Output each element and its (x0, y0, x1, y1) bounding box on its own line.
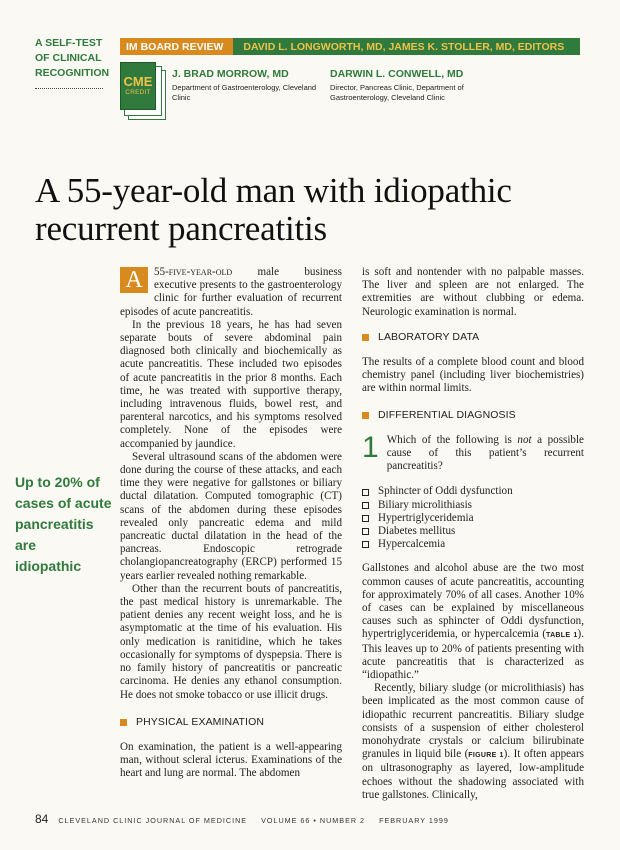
volume-info: VOLUME 66 • NUMBER 2 (261, 816, 366, 825)
opening-text: male business executive presents to the gastroenterology clinic for further evaluation of recurrent episodes of acute pancreatitis. (120, 266, 342, 318)
cme-credit-badge-icon (120, 62, 165, 120)
dotted-divider (35, 88, 103, 89)
opening-smallcaps: 55-five-year-old (154, 266, 233, 278)
empty-checkbox-icon[interactable] (362, 515, 369, 522)
journal-name: CLEVELAND CLINIC JOURNAL OF MEDICINE (58, 816, 248, 825)
pull-quote: Up to 20% of cases of acute pancreatitis are idiopathic (15, 474, 112, 574)
empty-checkbox-icon[interactable] (362, 502, 369, 509)
self-test-line3: RECOGNITION (35, 67, 110, 79)
section-heading-label: DIFFERENTIAL DIAGNOSIS (378, 408, 516, 421)
empty-checkbox-icon[interactable] (362, 489, 369, 496)
sludge-paragraph: Recently, biliary sludge (or microlithiasis) has been implicated as the most common cause of idiopathic recurrent pancreatitis. Biliary sludge consists of a suspension of either cholesterol monohydrate crystals or calcium bilirubinate granules in liquid bile (FIGURE 1). It often appears on ultrasonography as layered, low-amplitude echoes without the shadowing associated with true gallstones. Clinically, (362, 682, 584, 801)
question-stem: 1 Which of the following is not a possible cause of this patient’s recurrent pancreatitis? (362, 430, 584, 473)
answer-option[interactable]: Biliary microlithiasis (362, 499, 584, 512)
author-morrow (172, 68, 322, 103)
exam-continued-paragraph: is soft and nontender with no palpable masses. The liver and spleen are not enlarged. The extremities are without clubbing or edema. Neurologic examination is normal. (362, 266, 584, 318)
empty-checkbox-icon[interactable] (362, 541, 369, 548)
author-name: DARWIN L. CONWELL, MD (330, 68, 464, 80)
section-heading-label: PHYSICAL EXAMINATION (136, 715, 265, 728)
author-affiliation: Department of Gastroenterology, Cleveland Clinic (172, 83, 317, 102)
section-heading-differential (362, 409, 584, 422)
article-title (35, 172, 595, 248)
imaging-paragraph: Several ultrasound scans of the abdomen were done during the course of these attacks, and each time they were negative for gallstones or biliary ductal dilatation. Computed tomographic (CT) scans of the abdomen during these episodes revealed only pancreatic edema and mild pancreatic ductal dilatation in the head of the pancreas. Endoscopic retrograde cholangiopancreatography (ERCP) performed 15 years earlier revealed nothing remarkable. (120, 450, 342, 582)
question-number: 1 (362, 430, 379, 464)
answer-option[interactable]: Hypercalcemia (362, 538, 584, 551)
lab-paragraph: The results of a complete blood count and blood chemistry panel (including liver biochemistries) are within normal limits. (362, 356, 584, 395)
author-conwell (330, 68, 490, 103)
history-paragraph: In the previous 18 years, he has had seven separate bouts of severe abdominal pain diagnosed both clinically and biochemically as acute pancreatitis. These included two episodes of acute pancreatitis in the prior 8 months. Each time, he was treated with supportive therapy, including intravenous fluids, bowel rest, and parenteral narcotics, and his symptoms resolved completely. None of the episodes were accompanied by jaundice. (120, 318, 342, 450)
right-column (362, 266, 584, 802)
table-reference: TABLE 1 (546, 632, 578, 640)
editors-label: DAVID L. LONGWORTH, MD, JAMES K. STOLLER, MD, EDITORS (243, 40, 565, 53)
title-line2: recurrent pancreatitis (35, 209, 327, 248)
empty-checkbox-icon[interactable] (362, 528, 369, 535)
orange-square-icon (362, 412, 369, 419)
series-banner (120, 38, 580, 55)
answer-options (362, 485, 584, 551)
opening-paragraph (120, 266, 342, 319)
issue-date: FEBRUARY 1999 (379, 816, 449, 825)
self-test-line2: OF CLINICAL (35, 52, 102, 64)
self-test-tag (35, 36, 110, 81)
causes-paragraph: Gallstones and alcohol abuse are the two most common causes of acute pancreatitis, accounting for approximately 70% of all cases. Another 10% of cases can be explained by miscellaneous causes such as sphincter of Oddi dysfunction, hypertriglyceridemia, or hypercalcemia (TABLE 1). This leaves up to 20% of patients presenting with acute pancreatitis that is characterized as “idiopathic.” (362, 562, 584, 681)
answer-option[interactable]: Diabetes mellitus (362, 525, 584, 538)
title-line1: A 55-year-old man with idiopathic (35, 171, 512, 210)
section-label: IM BOARD REVIEW (120, 38, 233, 55)
answer-option[interactable]: Hypertriglyceridemia (362, 512, 584, 525)
orange-square-icon (362, 334, 369, 341)
section-heading-physical (120, 716, 342, 729)
page-footer (35, 812, 595, 826)
figure-reference: FIGURE 1 (468, 752, 504, 760)
left-column (120, 266, 342, 781)
self-test-line1: A SELF-TEST (35, 37, 103, 49)
question-emphasis: not (517, 433, 532, 446)
answer-option[interactable]: Sphincter of Oddi dysfunction (362, 485, 584, 498)
drop-cap: A (120, 267, 148, 293)
cme-label: CME (123, 74, 153, 89)
author-name: J. BRAD MORROW, MD (172, 68, 289, 80)
author-affiliation: Director, Pancreas Clinic, Department of Gastroenterology, Cleveland Clinic (330, 83, 464, 102)
credit-label: CREDIT (125, 89, 151, 96)
section-heading-label: LABORATORY DATA (378, 330, 480, 343)
page-number: 84 (35, 812, 49, 826)
exam-paragraph: On examination, the patient is a well-appearing man, without scleral icterus. Examinations of the heart and lung are normal. The abdomen (120, 740, 342, 780)
orange-square-icon (120, 719, 127, 726)
section-heading-lab (362, 331, 584, 344)
medical-history-paragraph: Other than the recurrent bouts of pancreatitis, the past medical history is unremarkable. The patient denies any recent weight loss, and he is asymptomatic at the time of his evaluation. His only medication is ranitidine, which he takes occasionally for symptoms of dyspepsia. There is no family history of pancreatitis or pancreatic carcinoma. He denies any ethanol consumption. He does not smoke tobacco or use illicit drugs. (120, 582, 342, 701)
